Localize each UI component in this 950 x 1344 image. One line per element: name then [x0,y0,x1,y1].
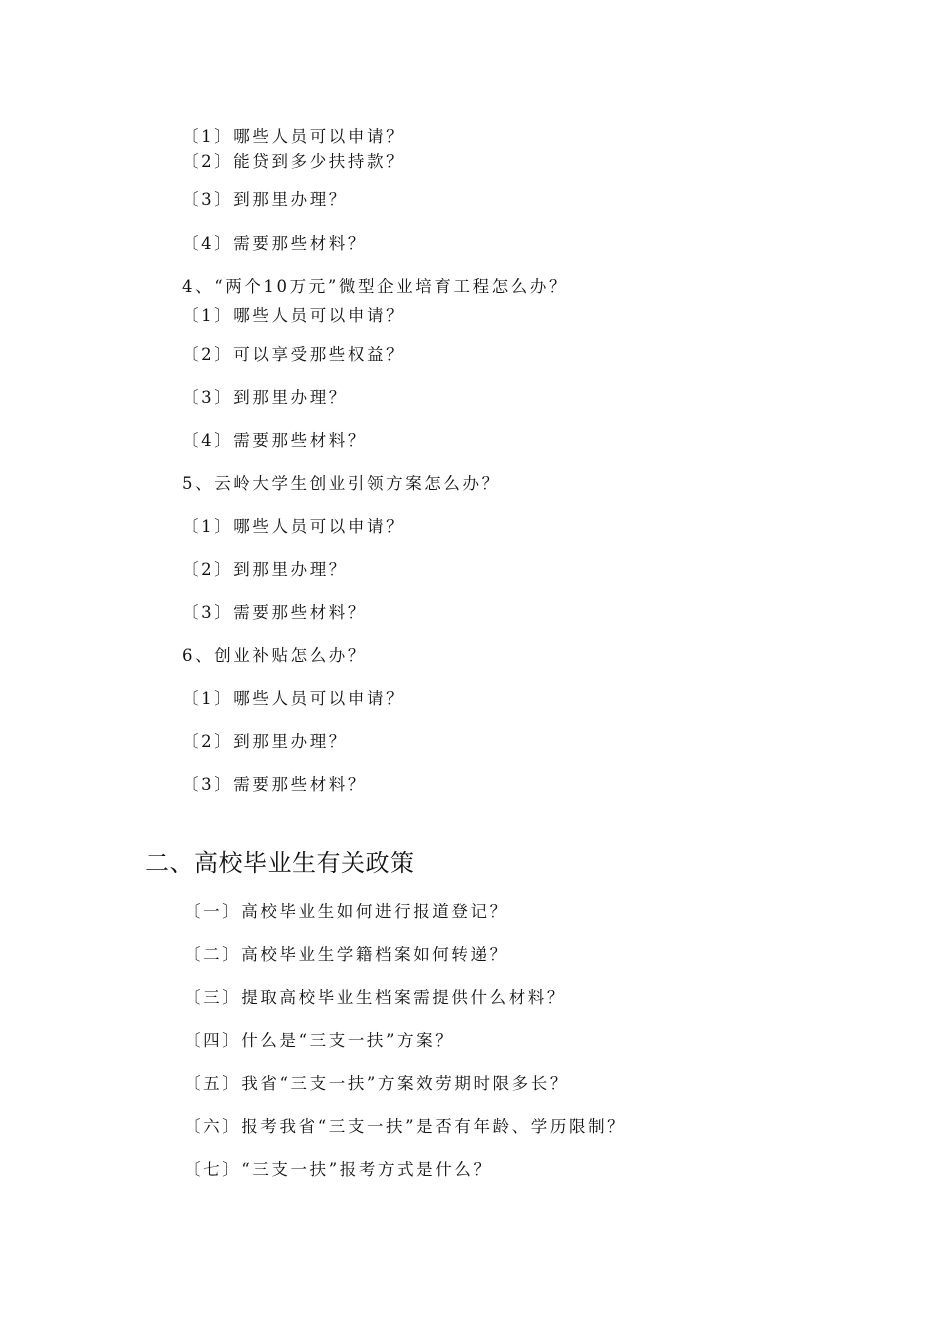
list-item: 〔五〕我省“三支一扶”方案效劳期时限多长？ [184,1074,569,1093]
list-item: 〔4〕需要那些材料？ [182,431,367,450]
question-title-6: 6、创业补贴怎么办？ [182,646,367,665]
list-item: 〔四〕什么是“三支一扶”方案？ [184,1031,455,1050]
list-item: 〔六〕报考我省“三支一扶”是否有年龄、学历限制？ [184,1117,627,1136]
list-item: 〔3〕到那里办理？ [182,190,348,209]
list-item: 〔2〕到那里办理？ [182,732,348,751]
list-item: 〔3〕需要那些材料？ [182,603,367,622]
list-item: 〔二〕高校毕业生学籍档案如何转递？ [184,945,509,964]
list-item: 〔2〕可以享受那些权益？ [182,345,406,364]
list-item: 〔三〕提取高校毕业生档案需提供什么材料？ [184,988,566,1007]
list-item: 〔2〕能贷到多少扶持款？ [182,152,406,171]
question-title-4: 4、“两个10万元”微型企业培育工程怎么办？ [182,277,569,296]
question-title-5: 5、云岭大学生创业引领方案怎么办？ [182,474,501,493]
list-item: 〔1〕哪些人员可以申请？ [182,517,406,536]
list-item: 〔1〕哪些人员可以申请？ [182,689,406,708]
list-item: 〔4〕需要那些材料？ [182,234,367,253]
list-item: 〔七〕“三支一扶”报考方式是什么？ [184,1160,493,1179]
list-item: 〔1〕哪些人员可以申请？ [182,306,406,325]
list-item: 〔一〕高校毕业生如何进行报道登记？ [184,902,509,921]
list-item: 〔3〕需要那些材料？ [182,775,367,794]
list-item: 〔1〕哪些人员可以申请？ [182,127,406,146]
list-item: 〔2〕到那里办理？ [182,560,348,579]
section-heading: 二、高校毕业生有关政策 [145,849,415,877]
list-item: 〔3〕到那里办理？ [182,388,348,407]
